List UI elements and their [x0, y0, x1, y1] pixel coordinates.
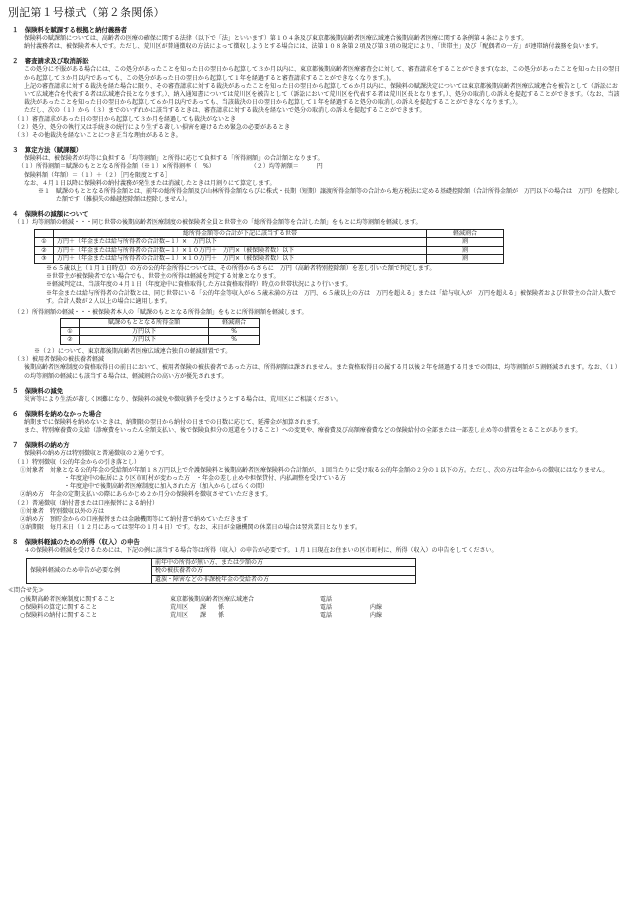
table-row — [35, 246, 504, 255]
section-1 — [8, 26, 622, 51]
table-cell: 割 — [427, 246, 504, 255]
declaration-examples-table — [26, 558, 416, 585]
section-7-paragraph-1: 保険料の納め方は特別徴収と普通徴収の２通りです。 — [24, 450, 168, 458]
section-4-sub-2: （２）所得割額の軽減・・・被保険者本人の「賦課のもととなる所得金額」をもとに所得割額を軽減します。 — [14, 309, 308, 317]
section-5 — [8, 387, 622, 404]
section-3-formula-3: なお、４月１日以降に保険料の納付義務が発生または消滅したときは月割りにて算定します。 — [24, 179, 276, 187]
section-1-paragraph-1: 保険料の賦課額については、高齢者の医療の確保に関する法律（以下で「法」といいます）第１０４条及び東京都後期高齢者医療広域連合後期高齢者医療に関する条例第４条によります。 — [24, 35, 528, 42]
section-6-paragraph-1: 納期までに保険料を納めないときは、納期限の翌日から納付の日までの日数に応じて、延滞金が加算されます。 — [24, 419, 324, 427]
section-6 — [8, 410, 622, 435]
section-2-item-2: （２）処分、処分の執行又は手続きの続行により生ずる著しい損害を避けるため緊急の必要があるとき — [14, 123, 291, 131]
table-header-row — [61, 319, 260, 328]
table-header-cell — [35, 229, 54, 238]
section-7-sub-1: （１）特別徴収（公的年金からの引き落とし） — [14, 458, 141, 466]
section-1-paragraph-2: 納付義務者は、被保険者本人です。ただし、荒川区が普通徴収の方法によって徴収しようとする場合には、法第１０８条第２項及び第３項の規定により、「世帯主」及び「配偶者の一方」が連帯納付義務を負います。 — [24, 43, 603, 51]
section-6-paragraph-2: また、特別療養費の支給（診療費をいったん全額支払い、後で保険負担分の返還をうけること）への変更や、療養費及び高額療養費などの保険給付の全部または一部差し止め等の措置をとることがあります。 — [24, 427, 582, 435]
table-cell: ② — [35, 246, 54, 255]
section-7-method-2: ②納め方 預貯金からの口座振替または金融機関等にて納付書で納めていただきます — [20, 516, 249, 524]
table-cell: ① — [35, 238, 54, 247]
contact-phone: 電話 — [320, 595, 333, 603]
table-cell: 前年中の所得が無い方、または少額の方 — [152, 558, 416, 567]
section-5-heading: ５ 保険料の減免 — [12, 386, 64, 395]
section-4-note-5: ※（２）について、東京都後期高齢者医療広域連合独自の軽減措置です。 — [34, 348, 232, 356]
table-cell: ② — [61, 336, 80, 345]
table-header-cell: 賦課のもととなる所得金額 — [80, 319, 209, 328]
table-header-cell: 軽減割合 — [427, 229, 504, 238]
contact-ext: 内線 — [370, 612, 383, 620]
contact-topic: ○後期高齢者医療制度に関すること — [20, 595, 116, 603]
section-6-heading: ６ 保険料を納めなかった場合 — [12, 410, 102, 419]
table-label-cell: 保険料軽減のため申告が必要な例 — [27, 558, 152, 584]
section-8-paragraph-1: ４の保険料の軽減を受けるためには、下記の例に該当する場合等は所得（収入）の申告が必要です。１月１日現在お住まいの区市町村に、所得（収入）の申告をしてください。 — [24, 547, 498, 555]
income-share-reduction-table — [60, 318, 260, 345]
section-7-bullet-1: ・年度途中の転居により区市町村が変わった方 ・年金の差し止めや担保貸付、内払調整を受けている方 — [64, 475, 346, 483]
contact-row — [8, 604, 622, 612]
section-4 — [8, 210, 622, 380]
section-8 — [8, 538, 622, 584]
section-8-heading: ８ 保険料軽減のための所得（収入）の申告 — [12, 538, 140, 547]
section-4-sub-3: （３）被用者保険の被扶養者軽減 — [14, 356, 105, 364]
section-7 — [8, 441, 622, 532]
table-cell: 万円以下 — [80, 336, 209, 345]
section-5-paragraph-1: 災害等により生活が著しく困難になり、保険料の減免や徴収猶予を受けようとする場合は、荒川区にご相談ください。 — [24, 395, 343, 403]
section-4-note-2: ※世帯主が被保険者でない場合でも、世帯主の所得は軽減を判定する対象となります。 — [46, 273, 280, 281]
contact-org: 荒川区 課 係 — [170, 603, 225, 611]
section-7-method-1: ②納め方 年金の定期支払いの際にあらかじめ２か月分の保険料を徴収させていただきます。 — [20, 491, 272, 499]
table-cell: ③ — [35, 255, 54, 264]
section-7-heading: ７ 保険料の納め方 — [12, 441, 70, 450]
table-row — [61, 336, 260, 345]
table-cell: % — [209, 336, 260, 345]
table-cell: 遺族・障害などの非課税年金の受給者の方 — [152, 575, 416, 584]
section-2-heading: ２ 審査請求及び取消訴訟 — [12, 57, 89, 66]
section-2-item-3: （３）その他裁決を経ないことにつき正当な理由があるとき。 — [14, 132, 182, 140]
section-3-formula-2: 保険料額（年額）＝（１）＋（２）［円を限度とする］ — [24, 171, 172, 179]
table-row — [35, 255, 504, 264]
table-header-cell — [61, 319, 80, 328]
contact-phone: 電話 — [320, 612, 333, 620]
table-cell: 万円以下 — [80, 327, 209, 336]
table-cell: 税の被扶養者の方 — [152, 567, 416, 576]
table-header-cell: 総所得金額等の合計が下記に該当する世帯 — [54, 229, 427, 238]
contact-phone: 電話 — [320, 603, 333, 611]
table-cell: % — [209, 327, 260, 336]
equal-share-reduction-table — [34, 229, 504, 264]
table-cell: ① — [61, 327, 80, 336]
table-cell: 万円＋（年金または給与所得者の合計数−１）×１０万円＋ 万円×（被保険者数）以下 — [54, 255, 427, 264]
contact-ext: 内線 — [370, 603, 383, 611]
section-3-note: ※１ 賦課のもととなる所得金額とは、前年の総所得金額及び山林所得金額ならびに株式・長期（短期）譲渡所得金額等の合計から地方税法に定める基礎控除額（合計所得金額が 万円以下の場合は 万円）を控除した額です（雑損失の繰越控除額は控除しません）。 — [38, 188, 621, 204]
contact-section — [8, 587, 622, 620]
section-4-sub-1: （１）均等割額の軽減・・・同じ世帯の後期高齢者医療制度の被保険者全員と世帯主の「総所得金額等を合計した額」をもとに均等割額を軽減します。 — [14, 219, 422, 227]
section-2 — [8, 57, 622, 140]
contact-org: 東京都後期高齢者医療広域連合 — [170, 595, 255, 603]
contact-org: 荒川区 課 係 — [170, 612, 225, 620]
table-cell: 万円＋（年金または給与所得者の合計数−１）× 万円以下 — [54, 238, 427, 247]
table-header-cell: 軽減割合 — [209, 319, 260, 328]
section-4-heading: ４ 保険料の減額について — [12, 210, 89, 219]
section-3 — [8, 146, 622, 204]
section-3-paragraph-1: 保険料は、被保険者が均等に負担する「均等割額」と所得に応じて負担する「所得割額」の合計額となります。 — [24, 155, 324, 163]
section-4-paragraph-3: 後期高齢者医療制度の資格取得日の前日において、被用者保険の被扶養者であった方は、所得割額は課されません。また資格取得日の属する月以後２年を経過する月までの間は、均等割額が５割軽減されます。なお、（１）の均等割額の軽減にも該当する場合は、軽減割合の高い方が優先されます。 — [24, 364, 621, 380]
section-2-paragraph-2: 上記の審査請求に対する裁決を経た場合に限り、その審査請求に対する裁決があったことを知った日の翌日から起算して６か月以内に、保険料の賦課決定については東京都後期高齢者医療広域連合を被告として（訴訟において広域連合を代表する者は広域連合長となります。）、納入通知書については荒川区を被告として（訴訟において荒川区を代表する者は荒川区長となります。）、処分の取消しの訴えを提起することができます。（なお、当該裁決があったことを知った日の翌日から起算して６か月以内であっても、当該裁決の日の翌日から起算して１年を経過すると処分の取消しの訴えを提起することができなくなります。）。 — [24, 82, 620, 107]
section-7-due-2: ③納期限 毎月末日（１２月にあっては翌年の１月４日）です。なお、末日が金融機関の休業日の場合は翌営業日となります。 — [20, 524, 361, 532]
section-7-sub-2: （２）普通徴収（納付書または口座振替による納付） — [14, 499, 159, 507]
section-3-formula-1: （１）所得割額＝賦課のもととなる所得金額（※１）×所得割率（ %） （２）均等割額＝ 円 — [18, 163, 323, 171]
contact-ext — [360, 596, 390, 604]
section-4-note-3: ※軽減判定は、当該年度の４月１日（年度途中に資格取得した方は資格取得時）時点の世帯状況により行います。 — [46, 281, 352, 289]
contact-topic: ○保険料の納付に関すること — [20, 612, 98, 620]
table-row — [27, 558, 416, 567]
section-7-target-2: ①対象者 特別徴収以外の方は — [20, 507, 105, 515]
section-7-target-1: ①対象者 対象となる公的年金の受給額が年額１８万円以上で介護保険料と後期高齢者医療保険料の合計額が、１回当たりに受け取る公的年金額の２分の１以下の方。ただし、次の方は年金からの徴収にはなりません。 — [20, 466, 609, 474]
contact-row — [8, 596, 622, 604]
contact-heading: ≪問合せ先≫ — [8, 587, 45, 595]
table-cell: 割 — [427, 238, 504, 247]
section-2-paragraph-1: この処分に不服がある場合には、この処分があったことを知った日の翌日から起算して３か月以内に、東京都後期高齢者医療審査会に対して、審査請求をすることができます(なお、この処分があったことを知った日の翌日から起算して３か月以内であっても、この処分があった日の翌日から起算して１年を経過すると審査請求することができなくなります。)。 — [24, 66, 621, 82]
table-cell: 万円＋（年金または給与所得者の合計数−１）×１０万円＋ 万円×（被保険者数）以下 — [54, 246, 427, 255]
table-header-row — [35, 229, 504, 238]
contact-row — [8, 612, 622, 620]
table-cell: 割 — [427, 255, 504, 264]
section-4-note-1: ※６５歳以上（１月１日時点）の方の公的年金所得については、その所得からさらに 万円（高齢者特別控除額）を差し引いた額で判定します。 — [46, 265, 436, 273]
contact-topic: ○保険料の算定に関すること — [20, 603, 98, 611]
section-2-item-1: （１）審査請求があった日の翌日から起算して３か月を経過しても裁決がないとき — [14, 115, 236, 123]
table-row — [61, 327, 260, 336]
section-4-note-4: ※年金または給与所得者の合計数とは、同じ世帯にいる「公的年金等収入が６５歳未満の方は 万円、６５歳以上の方は 万円を超える」または「給与収入が 万円を超える」被保険者および世帯主の合計人数です。合計人数が２人以上の場合に適用します。 — [46, 289, 617, 305]
section-7-bullet-2: ・年度途中で後期高齢者医療制度に加入された方（加入からしばらくの間） — [64, 483, 269, 491]
table-row — [35, 238, 504, 247]
form-title: 別記第１号様式（第２条関係） — [8, 6, 165, 19]
section-3-heading: ３ 算定方法（賦課額） — [12, 146, 83, 155]
section-2-paragraph-3: ただし、次の（１）から（３）までのいずれかに該当するときは、審査請求に対する裁決を経ないで処分の取消しの訴えを提起することができます。 — [24, 107, 426, 115]
section-1-heading: １ 保険料を賦課する根拠と納付義務者 — [12, 26, 128, 34]
